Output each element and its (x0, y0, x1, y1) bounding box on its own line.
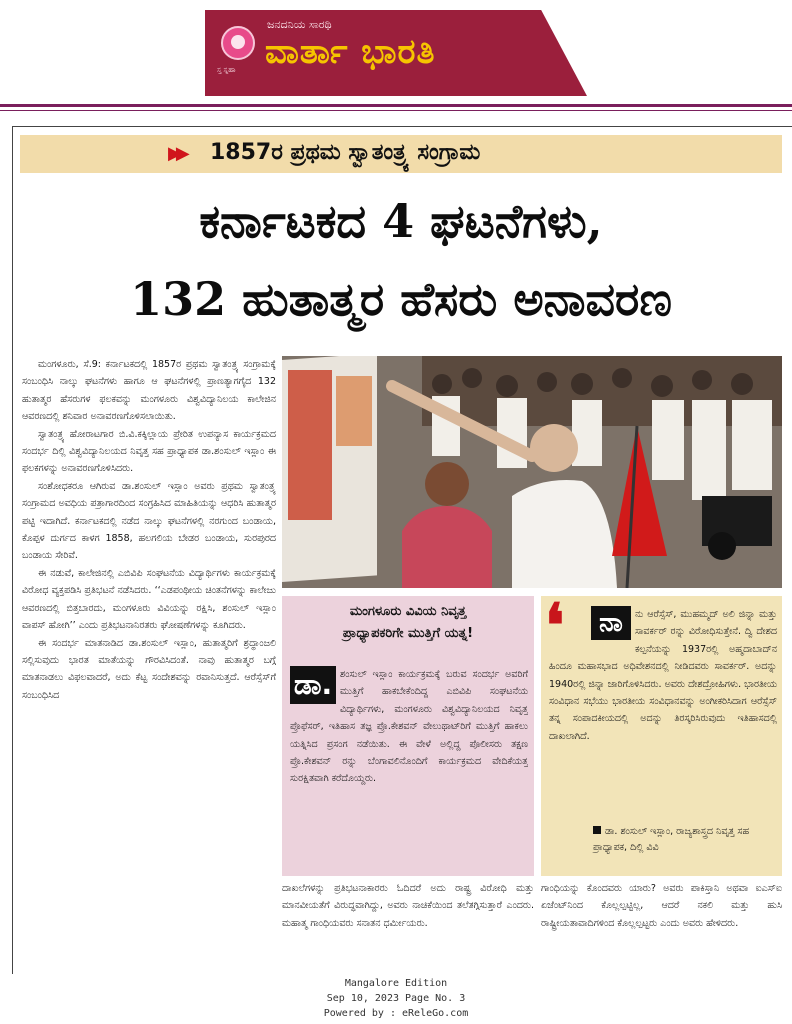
body-paragraph: ದಾಖಲೆಗಳನ್ನು ಪ್ರತಿಭಟನಾಕಾರರು ಓದಿದರೆ ಅದು ರಾಷ್ಟ್ರ ವಿರೋಧಿ ಮತ್ತು ಮಾನವೀಯತೆಗೆ ವಿರುದ್ಧವಾಗಿದ್ದು, ಅವರು ನಾಚಿಕೆಯಿಂದ ತಲೆತಗ್ಗಿಸುತ್ತಾರೆ ಎಂದರು. ಮಹಾತ್ಮ ಗಾಂಧಿಯವರು ಸನಾತನ ಧರ್ಮೀಯರು. (282, 883, 534, 929)
sidebar-box (282, 596, 534, 876)
kicker-text: 1857ರ ಪ್ರಥಮ ಸ್ವಾತಂತ್ರ್ಯ ಸಂಗ್ರಾಮ (210, 140, 481, 165)
sidebar-heading: ಮಂಗಳೂರು ವಿವಿಯ ನಿವೃತ್ತ (349, 604, 467, 619)
sidebar-heading: ಪ್ರಾಧ್ಯಾಪಕರಿಗೇ ಮುತ್ತಿಗೆ ಯತ್ನ! (342, 626, 474, 641)
news-photo (282, 356, 782, 588)
article-body-left (22, 356, 276, 970)
quote-dropcap: ನಾ (591, 606, 631, 640)
body-paragraph: ಸಂಶೋಧಕರೂ ಆಗಿರುವ ಡಾ.ಶಂಸುಲ್ ಇಸ್ಲಾಂ ಅವರು ಪ್ರಥಮ ಸ್ವಾತಂತ್ರ್ಯ ಸಂಗ್ರಾಮದ ಅವಧಿಯ ಪತ್ರಾಗಾರದಿಂದ ಸಂಗ್ರಹಿಸಿದ ಮಾಹಿತಿಯನ್ನು ಆಧರಿಸಿ ಹುತಾತ್ಮರ ಪಟ್ಟಿ ಇದಾಗಿದೆ. ಕರ್ನಾಟಕದಲ್ಲಿ ನಡೆದ ನಾಲ್ಕು ಘಟನೆಗಳಲ್ಲಿ ನರಗುಂದ ಬಂಡಾಯ, ಕೊಪ್ಪಳ ದುರ್ಗದ ಕಾಳಗ 1858, ಹಲಗಲಿಯ ಬೇಡರ ಬಂಡಾಯ, ಸುರಪುರದ ಬಂಡಾಯ ಸೇರಿವೆ. (22, 480, 276, 562)
masthead-rule-thick (0, 104, 792, 107)
body-paragraph: ಸ್ವಾತಂತ್ರ್ಯ ಹೋರಾಟಗಾರ ಬಿ.ವಿ.ಕಕ್ಕಿಲ್ಲಾಯ ಪ್ರೇರಿತ ಉಪನ್ಯಾಸ ಕಾರ್ಯಕ್ರಮದ ಸಂದರ್ಭ ದಿಲ್ಲಿ ವಿಶ್ವವಿದ್ಯಾನಿಲಯದ ನಿವೃತ್ತ ಸಹ ಪ್ರಾಧ್ಯಾಪಕ ಡಾ.ಶಂಸುಲ್ ಇಸ್ಲಾಂ ಈ ಫಲಕಗಳನ್ನು ಅನಾವರಣಗೊಳಿಸಿದರು. (22, 428, 276, 475)
masthead-tagline: ಜನದನಿಯ ಸಾರಥಿ (267, 18, 332, 31)
sidebar-body: ಶಂಸುಲ್ ಇಸ್ಲಾಂ ಕಾರ್ಯಕ್ರಮಕ್ಕೆ ಬರುವ ಸಂದರ್ಭ ಅವರಿಗೆ ಮುತ್ತಿಗೆ ಹಾಕಬೇಕೆಂದಿದ್ದ ಎಬಿವಿಪಿ ಸಂಘಟನೆಯ ವಿದ್ಯಾರ್ಥಿಗಳು, ಮಂಗಳೂರು ವಿಶ್ವವಿದ್ಯಾನಿಲಯದ ನಿವೃತ್ತ ಪ್ರೊಫೆಸರ್, ಇತಿಹಾಸ ತಜ್ಞ ಪ್ರೊ.ಕೇಶವನ್ ವೇಲುಥಾಟ್‌ರಿಗೆ ಮುತ್ತಿಗೆ ಹಾಕಲು ಯತ್ನಿಸಿದ ಪ್ರಸಂಗ ನಡೆಯಿತು. ಈ ವೇಳೆ ಅಲ್ಲಿದ್ದ ಪೊಲೀಸರು ತಕ್ಷಣ ಪ್ರೊ.ಕೇಶವನ್ ರನ್ನು ಬೆಂಗಾವಲಿನೊಂದಿಗೆ ಕಾರ್ಯಕ್ರಮದ ವೇದಿಕೆಯತ್ತ ಸುರಕ್ಷಿತವಾಗಿ ಕರೆದೊಯ್ದರು. (290, 669, 528, 785)
logo-caption: ಸ್ತ ಸ್ನಹಾ (217, 66, 236, 74)
body-paragraph: ಈ ನಡುವೆ, ಕಾಲೇಜಿನಲ್ಲಿ ಎಬಿವಿಪಿ ಸಂಘಟನೆಯ ವಿದ್ಯಾರ್ಥಿಗಳು ಕಾರ್ಯಕ್ರಮಕ್ಕೆ ವಿರೋಧ ವ್ಯಕ್ತಪಡಿಸಿ ಪ್ರತಿಭಟನೆ ನಡೆಸಿದರು. ‘‘ಎಡಪಂಥೀಯ ಚಿಂತನೆಗಳನ್ನು ಕಾಲೇಜು ಆವರಣದಲ್ಲಿ ಬಿತ್ತಬಾರದು, ಮಂಗಳೂರು ವಿವಿಯನ್ನು ರಕ್ಷಿಸಿ, ಶಂಸುಲ್ ಇಸ್ಲಾಂ ವಾಪಸ್ ಹೋಗಿ’’ ಎಂದು ಪ್ರತಿಭಟನಾನಿರತರು ಘೋಷಣೆಗಳನ್ನು ಕೂಗಿದರು. (22, 567, 276, 632)
body-paragraph: ಮಂಗಳೂರು, ಸೆ.9: ಕರ್ನಾಟಕದಲ್ಲಿ 1857ರ ಪ್ರಥಮ ಸ್ವಾತಂತ್ರ್ಯ ಸಂಗ್ರಾಮಕ್ಕೆ ಸಂಬಂಧಿಸಿ ನಾಲ್ಕು ಘಟನೆಗಳು ಹಾಗೂ ಆ ಘಟನೆಗಳಲ್ಲಿ ಪ್ರಾಣತ್ಯಾಗಗೈದ 132 ಹುತಾತ್ಮರ ಹೆಸರುಗಳ ಫಲಕವನ್ನು ಮಂಗಳೂರು ವಿಶ್ವವಿದ್ಯಾನಿಲಯ ಕಾಲೇಜಿನ ಆವರಣದಲ್ಲಿ ಶನಿವಾರ ಅನಾವರಣಗೊಳಿಸಲಾಯಿತು. (22, 359, 276, 423)
article-body-right (541, 880, 782, 966)
masthead-name: ವಾರ್ತಾ ಭಾರತಿ (265, 32, 436, 72)
masthead-rule-thin (0, 110, 792, 111)
double-arrow-icon: ▶▶ (168, 143, 184, 164)
headline-line-1: ಕರ್ನಾಟಕದ 4 ಘಟನೆಗಳು, (199, 194, 603, 248)
kicker-band (20, 135, 782, 173)
quote-attribution (593, 824, 779, 856)
article-body-middle (282, 880, 534, 966)
page-footer (0, 976, 792, 1021)
quote-attribution-text: ಡಾ. ಶಂಸುಲ್ ಇಸ್ಲಾಂ, ರಾಜ್ಯಶಾಸ್ತ್ರದ ನಿವೃತ್ತ ಸಹ ಪ್ರಾಧ್ಯಾಪಕ, ದಿಲ್ಲಿ ವಿವಿ (593, 826, 750, 853)
powered-by-label: Powered by : eReleGo.com (323, 1008, 469, 1019)
headline-line-2: 132 ಹುತಾತ್ಮರ ಹೆಸರು ಅನಾವರಣ (130, 272, 672, 326)
newspaper-logo-icon (221, 26, 255, 60)
quote-box (541, 591, 782, 876)
quote-mark-icon: ❛ (545, 591, 565, 661)
body-paragraph: ಈ ಸಂದರ್ಭ ಮಾತನಾಡಿದ ಡಾ.ಶಂಸುಲ್ ಇಸ್ಲಾಂ, ಹುತಾತ್ಮರಿಗೆ ಶ್ರದ್ಧಾಂಜಲಿ ಸಲ್ಲಿಸುವುದು ಭಾರತ ಮಾತೆಯನ್ನು ಗೌರವಿಸಿದಂತೆ. ನಾವು ಹುತಾತ್ಮರ ಬಗ್ಗೆ ಮಾತನಾಡಲು ವಿಫಲವಾದರೆ, ಅದು ಕೆಟ್ಟ ಸಂದೇಶವನ್ನು ರವಾನಿಸುತ್ತದೆ. ಆರೆಸ್ಸೆಸ್‌ಗೆ ಸಂಬಂಧಿಸಿದ (22, 637, 276, 701)
sidebar-dropcap: ಡಾ. (290, 666, 336, 704)
date-page-label: Sep 10, 2023 Page No. 3 (326, 993, 466, 1004)
masthead (205, 10, 587, 96)
quote-body: ನು ಆರೆಸ್ಸೆಸ್, ಮುಹಮ್ಮದ್ ಅಲಿ ಜಿನ್ನಾ ಮತ್ತು ಸಾವರ್ಕರ್ ರನ್ನು ವಿರೋಧಿಸುತ್ತೇನೆ. ದ್ವಿ ದೇಶದ ಕಲ್ಪನೆಯನ್ನು 1937ರಲ್ಲಿ ಅಹ್ಮದಾಬಾದ್‌ನ ಹಿಂದೂ ಮಹಾಸಭಾದ ಅಧಿವೇಶನದಲ್ಲಿ ನೀಡಿದವರು ಸಾವರ್ಕರ್. ಅದನ್ನು 1940ರಲ್ಲಿ ಜಿನ್ನಾ ಜಾರಿಗೊಳಿಸಿದರು. ಅವರು ದೇಶದ್ರೋಹಿಗಳು. ಭಾರತೀಯ ಸಂವಿಧಾನ ಸಭೆಯು ಭಾರತೀಯ ಸಂವಿಧಾನವನ್ನು ಅಂಗೀಕರಿಸಿದಾಗ ಆರೆಸ್ಸೆಸ್ ತನ್ನ ಸಂಪಾದಕೀಯದಲ್ಲಿ ಅದನ್ನು ತಿರಸ್ಕರಿಸಿರುವುದು ಇತಿಹಾಸದಲ್ಲಿ ದಾಖಲಾಗಿದೆ. (549, 609, 777, 742)
square-bullet-icon (593, 826, 601, 834)
edition-label: Mangalore Edition (344, 978, 448, 989)
body-paragraph: ಗಾಂಧಿಯನ್ನು ಕೊಂದವರು ಯಾರು? ಅವರು ಪಾಕಿಸ್ತಾನಿ ಅಥವಾ ಐಎಸ್ಐ ಏಜೆಂಟ್‌ನಿಂದ ಕೊಲ್ಲಲ್ಪಟ್ಟಿಲ್ಲ, ಆದರೆ ನಕಲಿ ಮತ್ತು ಹುಸಿ ರಾಷ್ಟ್ರೀಯತಾವಾದಿಗಳಿಂದ ಕೊಲ್ಲಲ್ಪಟ್ಟರು ಎಂದು ಅವರು ಹೇಳಿದರು. (541, 883, 782, 929)
news-photo-illustration (282, 356, 782, 588)
